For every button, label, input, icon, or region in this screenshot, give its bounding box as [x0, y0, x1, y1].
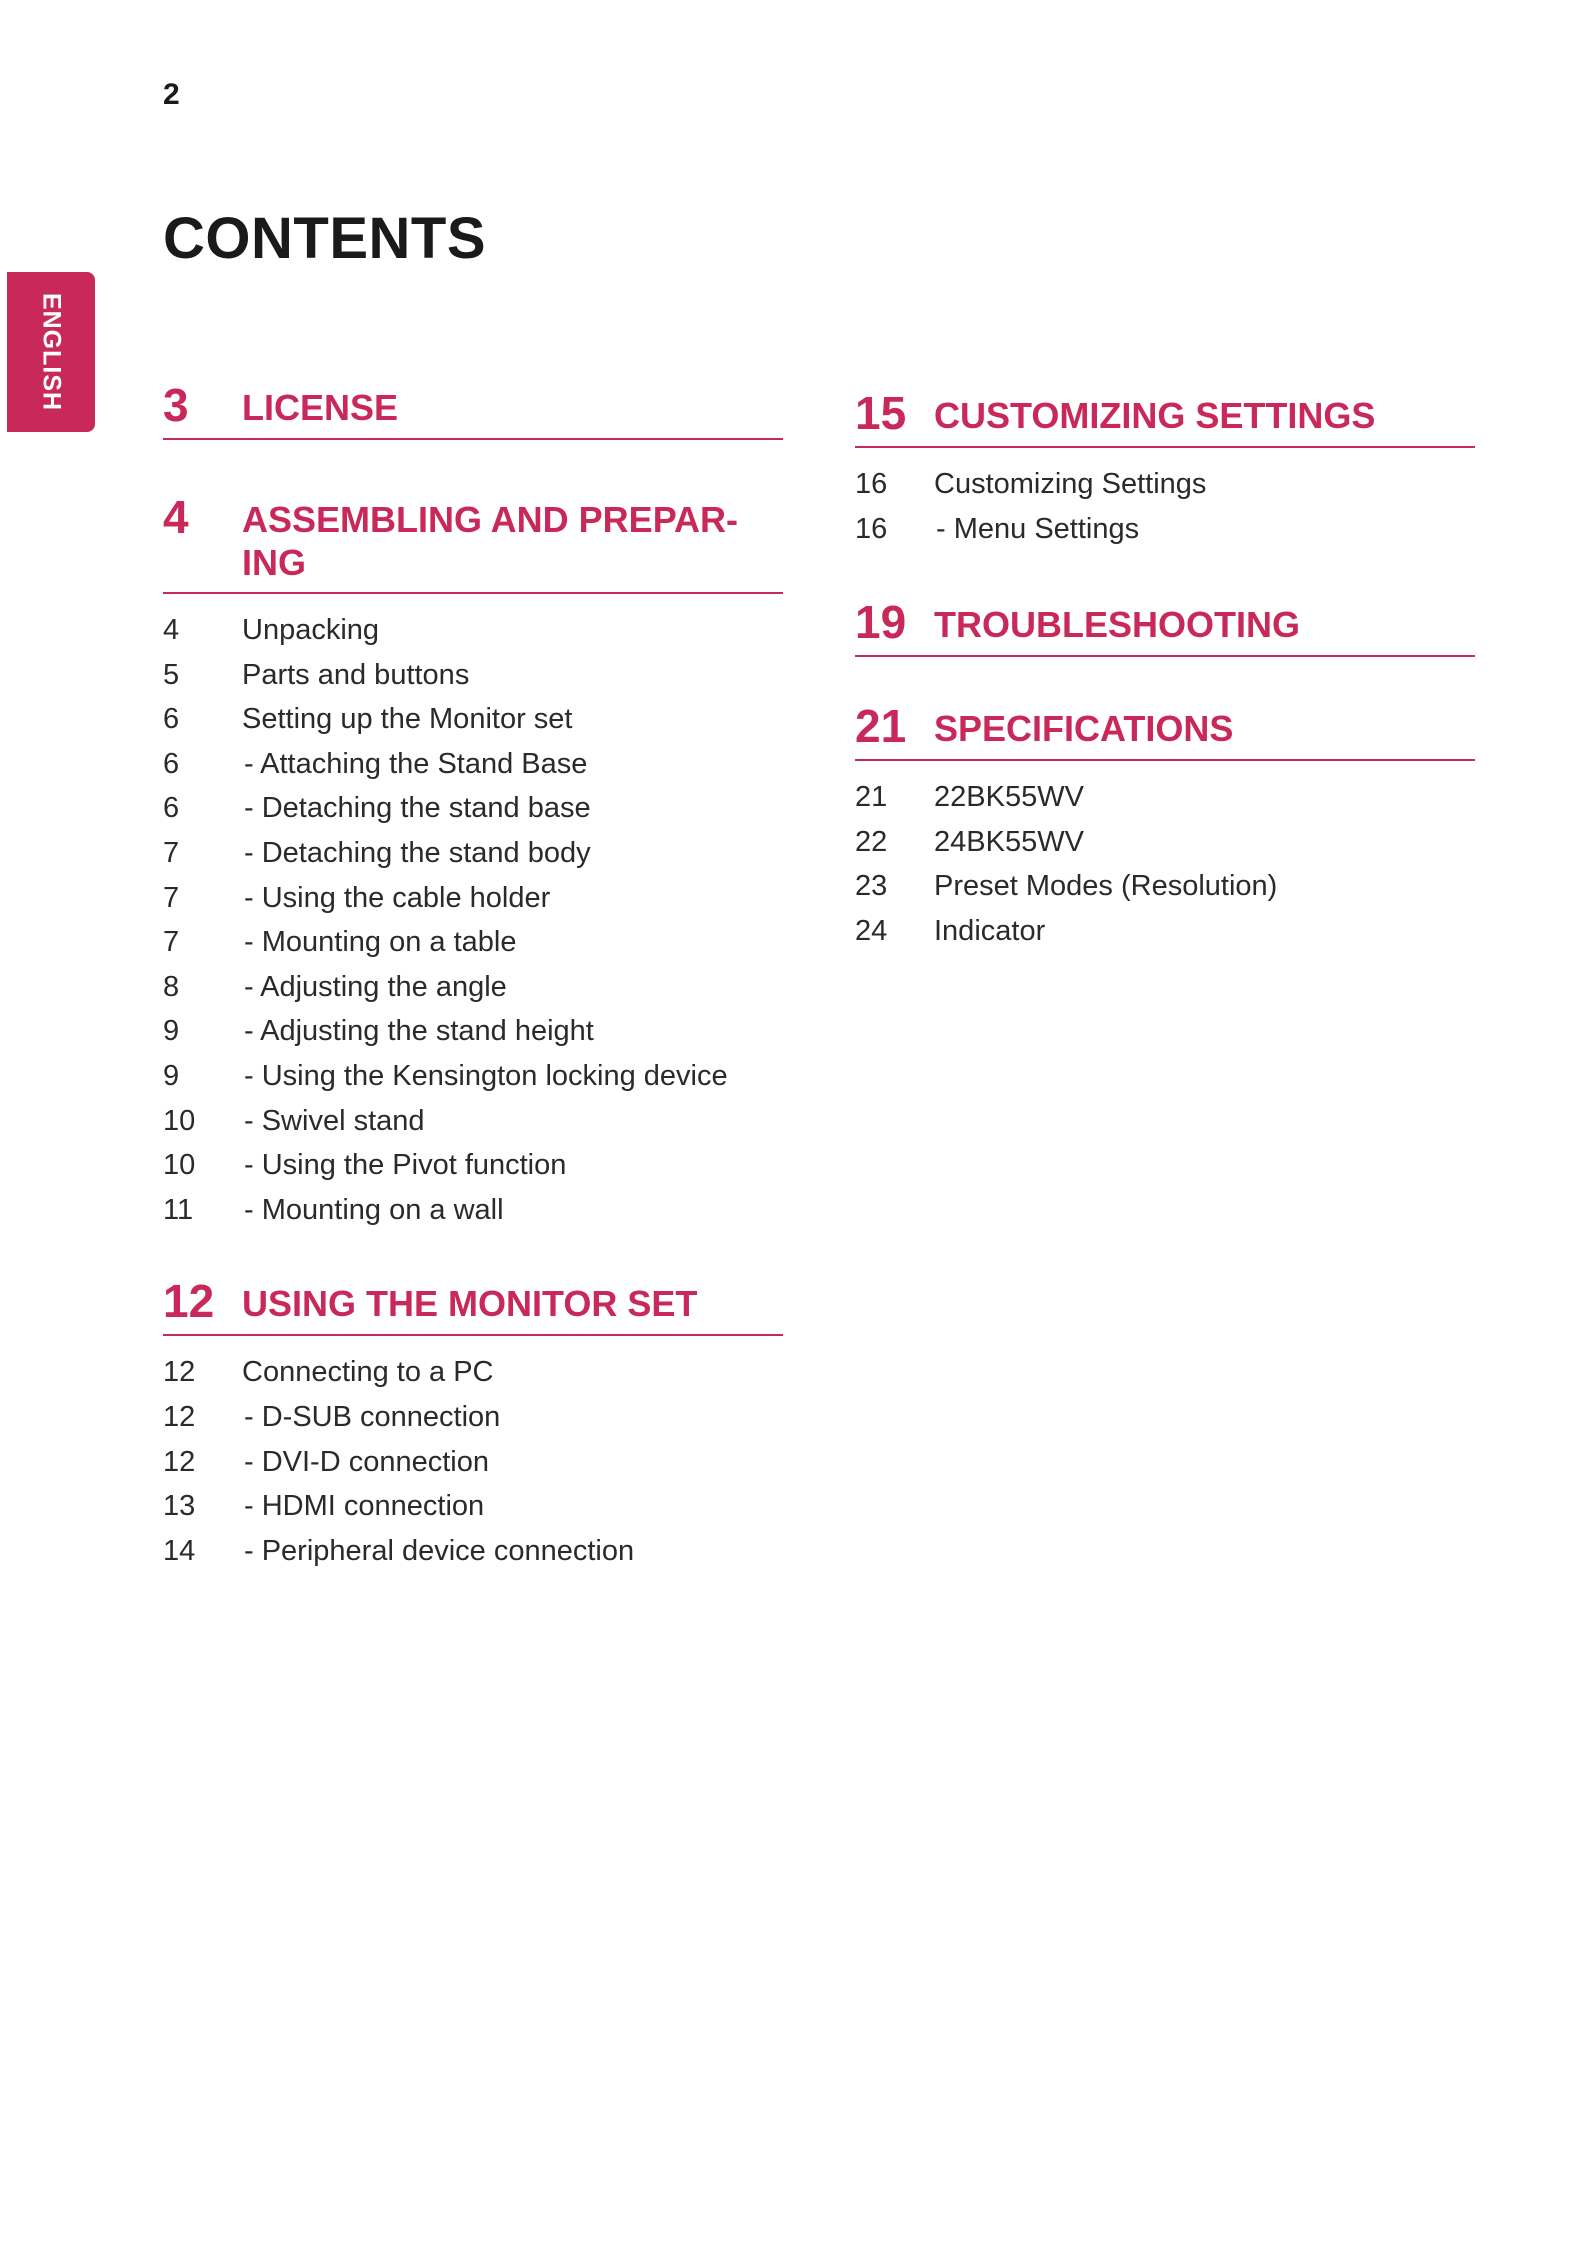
toc-entry-label: - DVI-D connection: [244, 1445, 489, 1478]
toc-right-column: [855, 388, 1475, 954]
toc-entry-page: 4: [163, 614, 180, 646]
toc-entry-label: - Detaching the stand body: [244, 836, 591, 869]
page-title: CONTENTS: [163, 206, 486, 271]
toc-entry-label: Preset Modes (Resolution): [934, 870, 1278, 903]
toc-entry[interactable]: [163, 920, 783, 965]
toc-entry-page: 10: [163, 1149, 196, 1182]
toc-entry[interactable]: [163, 1350, 783, 1395]
toc-entry-list: [855, 462, 1475, 551]
section-page-number: 4: [163, 491, 189, 543]
toc-entry-page: 7: [163, 926, 180, 959]
toc-entry-page: 10: [163, 1104, 196, 1137]
toc-entry-label: - HDMI connection: [244, 1490, 485, 1523]
toc-section-heading[interactable]: [163, 380, 783, 440]
toc-section-heading[interactable]: [855, 388, 1475, 448]
toc-entry-list: [855, 775, 1475, 953]
toc-entry-label: 22BK55WV: [934, 781, 1084, 814]
toc-entry-page: 9: [163, 1015, 180, 1048]
toc-entry-label: - Using the cable holder: [244, 881, 551, 914]
language-tab-label: ENGLISH: [37, 292, 66, 412]
toc-left-column: [163, 380, 783, 1573]
section-title: USING THE MONITOR SET: [242, 1283, 698, 1325]
toc-entry-label: - D-SUB connection: [244, 1400, 501, 1433]
toc-section: [163, 380, 783, 440]
toc-entry[interactable]: [163, 1009, 783, 1054]
toc-entry[interactable]: [855, 820, 1475, 865]
toc-entry-label: Setting up the Monitor set: [242, 703, 573, 736]
toc-entry[interactable]: [855, 864, 1475, 909]
toc-section: [855, 597, 1475, 657]
toc-entry[interactable]: [163, 742, 783, 787]
toc-entry-label: - Using the Pivot function: [244, 1149, 567, 1182]
section-page-number: 21: [855, 700, 907, 753]
toc-entry-label: Customizing Settings: [934, 468, 1207, 500]
toc-entry-list: [163, 608, 783, 1232]
toc-entry-label: Unpacking: [242, 614, 380, 646]
toc-entry-page: 22: [855, 825, 888, 858]
toc-entry-page: 14: [163, 1534, 196, 1567]
toc-entry-label: - Adjusting the angle: [244, 970, 507, 1003]
toc-entry[interactable]: [163, 786, 783, 831]
toc-entry-page: 6: [163, 747, 180, 780]
toc-entry-page: 7: [163, 881, 180, 914]
toc-entry[interactable]: [163, 876, 783, 921]
toc-entry-label: Indicator: [934, 914, 1046, 947]
toc-entry-page: 6: [163, 703, 180, 736]
toc-entry[interactable]: [163, 831, 783, 876]
section-title: LICENSE: [242, 387, 399, 428]
toc-entry[interactable]: [163, 1099, 783, 1144]
toc-entry-label: - Menu Settings: [936, 512, 1140, 545]
toc-entry-page: 7: [163, 836, 180, 869]
toc-entry-label: - Mounting on a wall: [244, 1193, 504, 1226]
toc-entry-page: 12: [163, 1445, 196, 1478]
section-title: CUSTOMIZING SETTINGS: [934, 395, 1376, 436]
toc-entry-label: - Mounting on a table: [244, 926, 517, 959]
toc-entry-page: 16: [855, 512, 888, 545]
toc-entry[interactable]: [163, 1395, 783, 1440]
toc-entry[interactable]: [855, 462, 1475, 507]
toc-entry-page: 11: [163, 1193, 194, 1226]
toc-section: [163, 492, 783, 1232]
toc-entry-label: - Swivel stand: [244, 1104, 425, 1137]
toc-entry-page: 13: [163, 1490, 196, 1523]
toc-entry-page: 12: [163, 1400, 196, 1433]
toc-entry-label: Connecting to a PC: [242, 1356, 494, 1389]
toc-section: [855, 701, 1475, 953]
section-page-number: 12: [163, 1275, 215, 1328]
toc-entry[interactable]: [855, 775, 1475, 820]
toc-entry[interactable]: [855, 507, 1475, 552]
section-page-number: 15: [855, 387, 907, 439]
toc-section: [855, 388, 1475, 551]
toc-entry-label: - Detaching the stand base: [244, 792, 591, 825]
section-page-number: 3: [163, 379, 189, 431]
toc-entry-page: 9: [163, 1059, 180, 1092]
toc-entry[interactable]: [163, 608, 783, 653]
toc-section-heading[interactable]: [163, 492, 783, 594]
toc-entry[interactable]: [163, 1188, 783, 1233]
page-number: 2: [163, 78, 180, 111]
toc-entry-page: 6: [163, 792, 180, 825]
toc-entry-page: 12: [163, 1356, 196, 1389]
toc-section-heading[interactable]: [855, 701, 1475, 761]
toc-entry[interactable]: [163, 653, 783, 698]
toc-entry[interactable]: [163, 1529, 783, 1574]
toc-entry[interactable]: [163, 1484, 783, 1529]
toc-entry-page: 5: [163, 658, 180, 691]
toc-section: [163, 1276, 783, 1573]
toc-entry-page: 24: [855, 914, 888, 947]
toc-section-heading[interactable]: [163, 1276, 783, 1336]
toc-entry-label: - Adjusting the stand height: [244, 1015, 594, 1048]
toc-entry[interactable]: [163, 1054, 783, 1099]
toc-entry-label: - Using the Kensington locking device: [244, 1059, 728, 1092]
toc-entry-label: Parts and buttons: [242, 658, 470, 691]
toc-entry-label: - Peripheral device connection: [244, 1534, 635, 1567]
toc-entry-list: [163, 1350, 783, 1573]
toc-entry[interactable]: [163, 1440, 783, 1485]
toc-entry-label: - Attaching the Stand Base: [244, 747, 588, 780]
toc-entry-page: 8: [163, 970, 180, 1003]
section-title: TROUBLESHOOTING: [934, 604, 1300, 646]
toc-entry[interactable]: [163, 965, 783, 1010]
language-tab[interactable]: [7, 272, 95, 432]
toc-entry-page: 23: [855, 870, 888, 903]
toc-entry-page: 21: [855, 781, 888, 814]
toc-entry-label: 24BK55WV: [934, 825, 1084, 858]
toc-entry[interactable]: [855, 909, 1475, 954]
toc-entry[interactable]: [163, 697, 783, 742]
section-title: SPECIFICATIONS: [934, 708, 1234, 750]
toc-entry-page: 16: [855, 468, 888, 500]
section-title: ASSEMBLING AND PREPAR- ING: [242, 499, 739, 583]
section-page-number: 19: [855, 596, 907, 649]
toc-section-heading[interactable]: [855, 597, 1475, 657]
toc-entry[interactable]: [163, 1143, 783, 1188]
